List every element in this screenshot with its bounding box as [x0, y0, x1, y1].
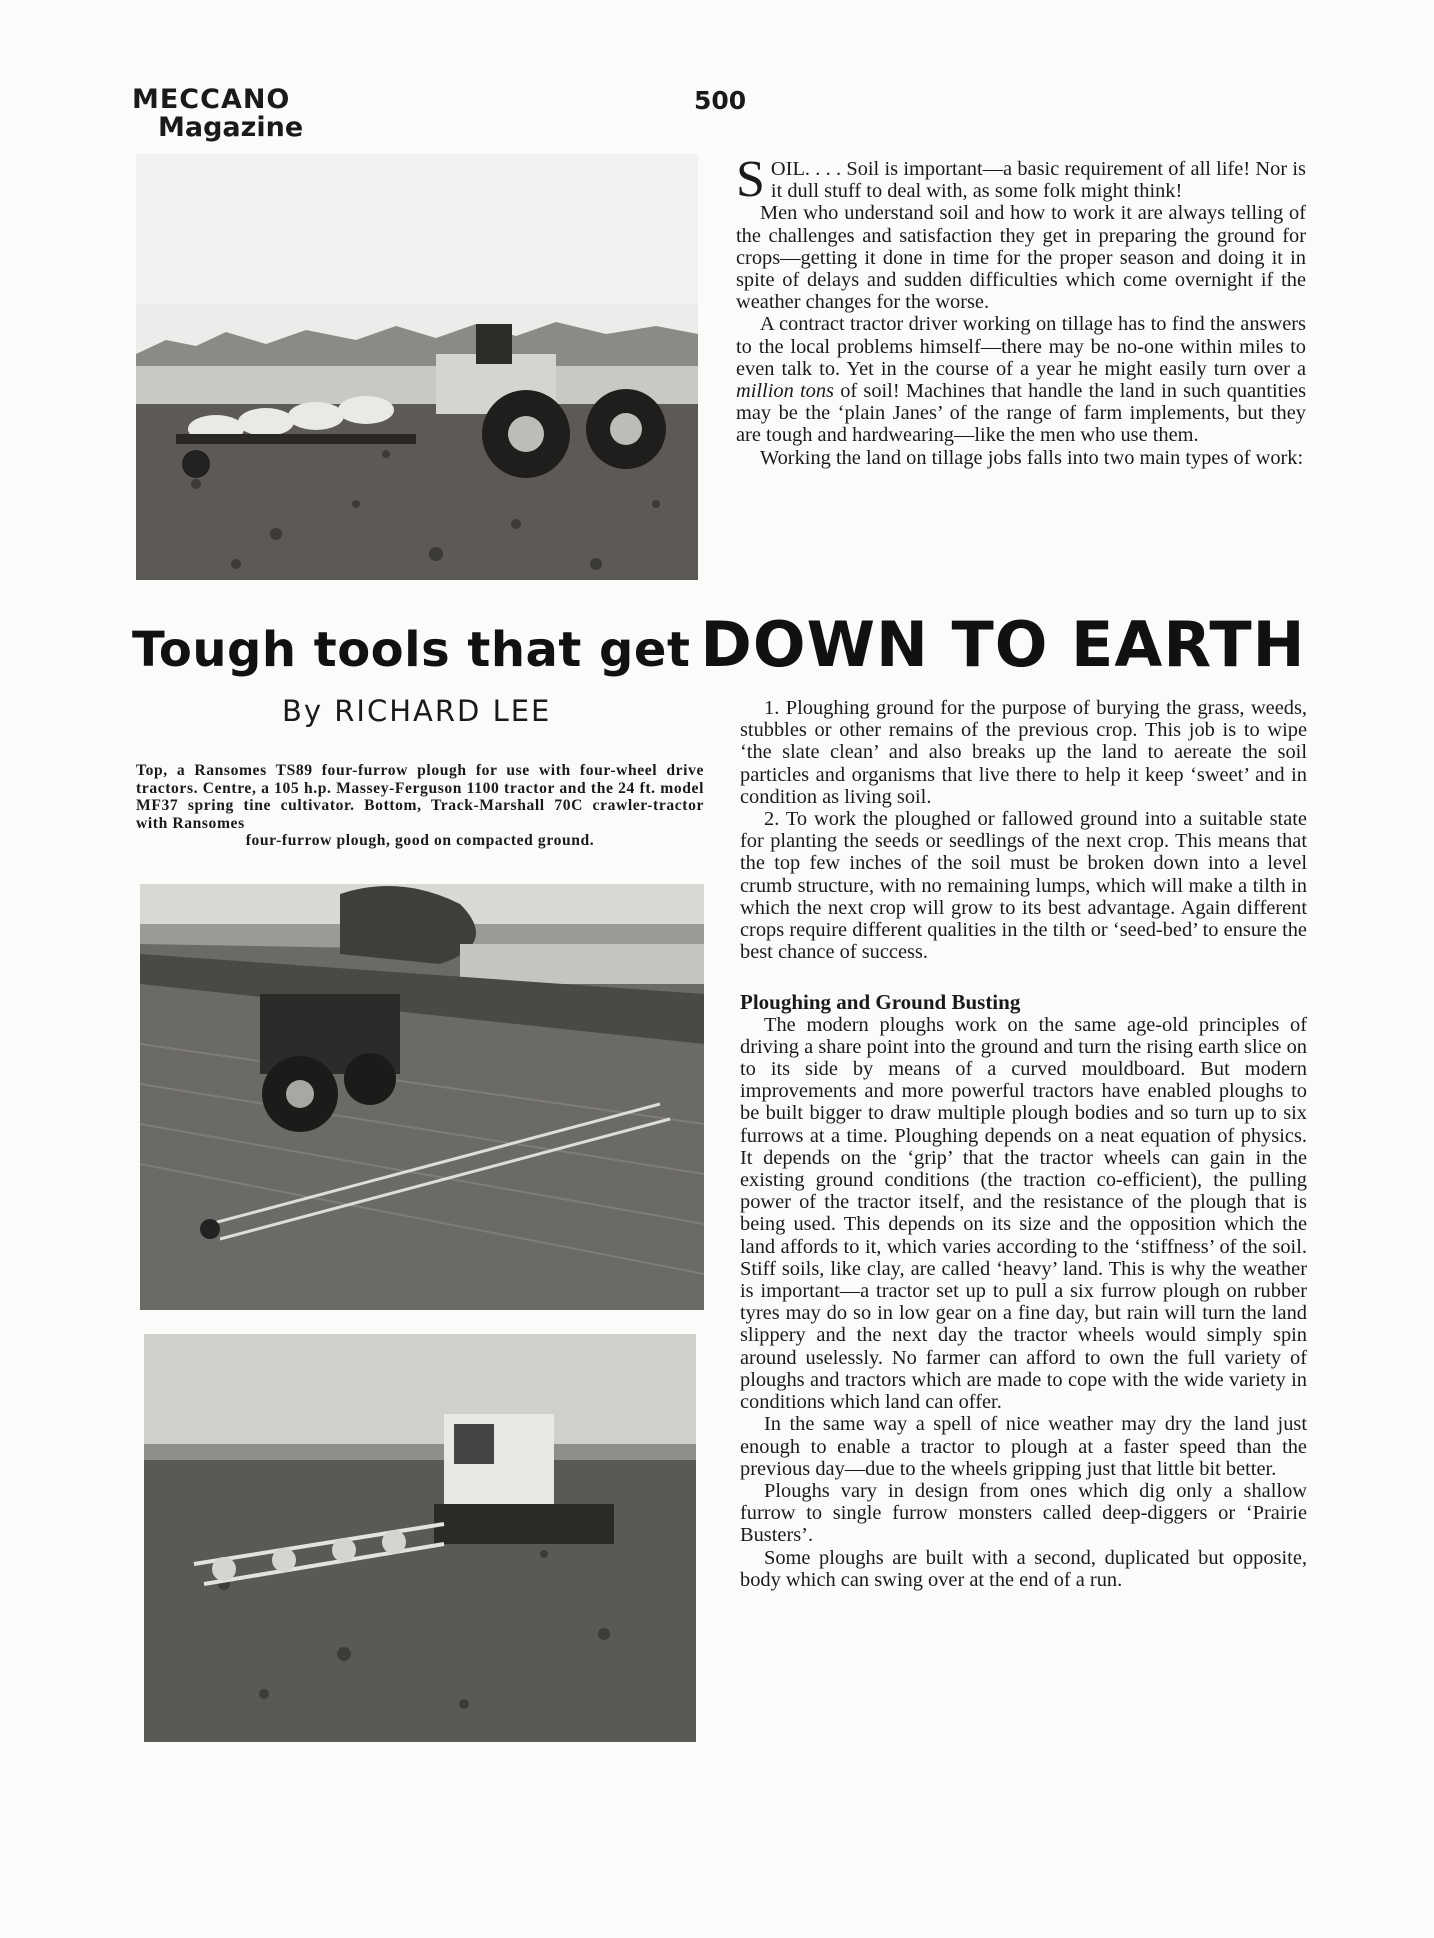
intro-column [736, 151, 1306, 469]
intro-paragraph-2: Men who understand soil and how to work it are always telling of the challenges and satisfaction they get in preparing the ground for crops—getting it done in time for the proper season and doing it in spite of delays and sudden difficulties which come overnight if the weather changes for the worse. [736, 202, 1306, 314]
masthead-title: MECCANO [132, 84, 291, 115]
headline-part-2: DOWN TO EARTH [700, 608, 1306, 681]
photo-crawler-tractor [144, 1334, 696, 1742]
caption-text: Top, a Ransomes TS89 four-furrow plough for use with four-wheel drive tractors. Centre, a 105 h.p. Massey-Ferguson 1100 tractor and the 24 ft. model MF37 spring tine cultivator. Bottom, Track-Marshall 70C crawler-tractor with Ransomes [136, 762, 704, 832]
body-paragraph-1: The modern ploughs work on the same age-old principles of driving a share point into the ground and turn the rising earth slice on to its side by means of a curved mouldboard. But modern improvements and more powerful tractors have enabled ploughs to be built bigger to draw multiple plough bodies and so turn up to six furrows at a time. Ploughing depends on a neat equation of physics. It depends on the ‘grip’ that the tractor wheels can gain in the existing ground conditions (the traction co-efficient), the pulling power of the tractor itself, and the resistance of the plough that is being used. This depends on its size and the opposition which the land affords to it, which varies according to the ‘stiffness’ of the soil. Stiff soils, like clay, are called ‘heavy’ land. This is why the weather is important—a tractor set up to pull a six furrow plough on rubber tyres may do so in low gear on a fine day, but rain will turn the land slippery and the next day the tractor wheels would simply spin around uselessly. No farmer can afford to own the full variety of ploughs and tractors which are made to cope with the wide variety in conditions which land can offer. [740, 1013, 1307, 1414]
page-number: 500 [694, 86, 747, 115]
intro-paragraph-3 [736, 313, 1306, 446]
photo-caption [136, 762, 704, 850]
section-subheading: Ploughing and Ground Busting [740, 990, 1021, 1015]
headline-part-1: Tough tools that get [132, 622, 691, 678]
intro-emphasis: million tons [736, 380, 834, 403]
body-item-2: 2. To work the ploughed or fallowed ground into a suitable state for planting the seeds or seedlings of the next crop. This means that the top few inches of the soil must be broken down into a level crumb structure, with no remaining lumps, which will make a tilth in which the next crop will grow to its best advantage. Again different crops require different qualities in the tilth or ‘seed-bed’ to ensure the best chance of success. [740, 808, 1307, 964]
intro-paragraph-4: Working the land on tillage jobs falls into two main types of work: [760, 446, 1304, 469]
intro-paragraph-3-text-b: of soil! Machines that handle the land in such quantities may be the ‘plain Janes’ of the range of farm implements, but they are tough and hardwearing—like the men who use them. [736, 380, 1306, 447]
intro-paragraph-3-text-a: A contract tractor driver working on tillage has to find the answers to the local problems himself—there may be no-one within miles to even talk to. Yet in the course of a year he might easily turn over a [736, 313, 1306, 380]
article-headline [132, 608, 1312, 681]
drop-cap: S [736, 151, 765, 208]
body-paragraph-3: Ploughs vary in design from ones which dig only a shallow furrow to single furrow monsters called deep-diggers or ‘Prairie Busters’. [740, 1479, 1307, 1547]
photo-cultivator-tractor [140, 884, 704, 1310]
body-paragraph-2: In the same way a spell of nice weather may dry the land just enough to enable a tractor to plough at a faster speed than the previous day—due to the wheels gripping just that little bit better. [740, 1413, 1307, 1480]
photo-plough-tractor [136, 154, 698, 580]
body-column [740, 697, 1307, 1591]
byline: By RICHARD LEE [282, 694, 552, 728]
intro-paragraph-1 [736, 151, 1306, 208]
body-paragraph-4: Some ploughs are built with a second, duplicated but opposite, body which can swing over at the end of a run. [740, 1546, 1307, 1591]
intro-paragraph-1-text: OIL. . . . Soil is important—a basic requirement of all life! Nor is it dull stuff to deal with, as some folk might think! [770, 158, 1306, 203]
masthead-subtitle: Magazine [158, 111, 304, 143]
caption-last-line: four-furrow plough, good on compacted ground. [245, 832, 595, 849]
body-item-1: 1. Ploughing ground for the purpose of burying the grass, weeds, stubbles or other remains of the previous crop. This job is to wipe ‘the slate clean’ and also breaks up the land to aereate the soil particles and organisms that live there to help it keep ‘sweet’ and in condition as living soil. [740, 697, 1307, 808]
masthead [132, 86, 303, 141]
